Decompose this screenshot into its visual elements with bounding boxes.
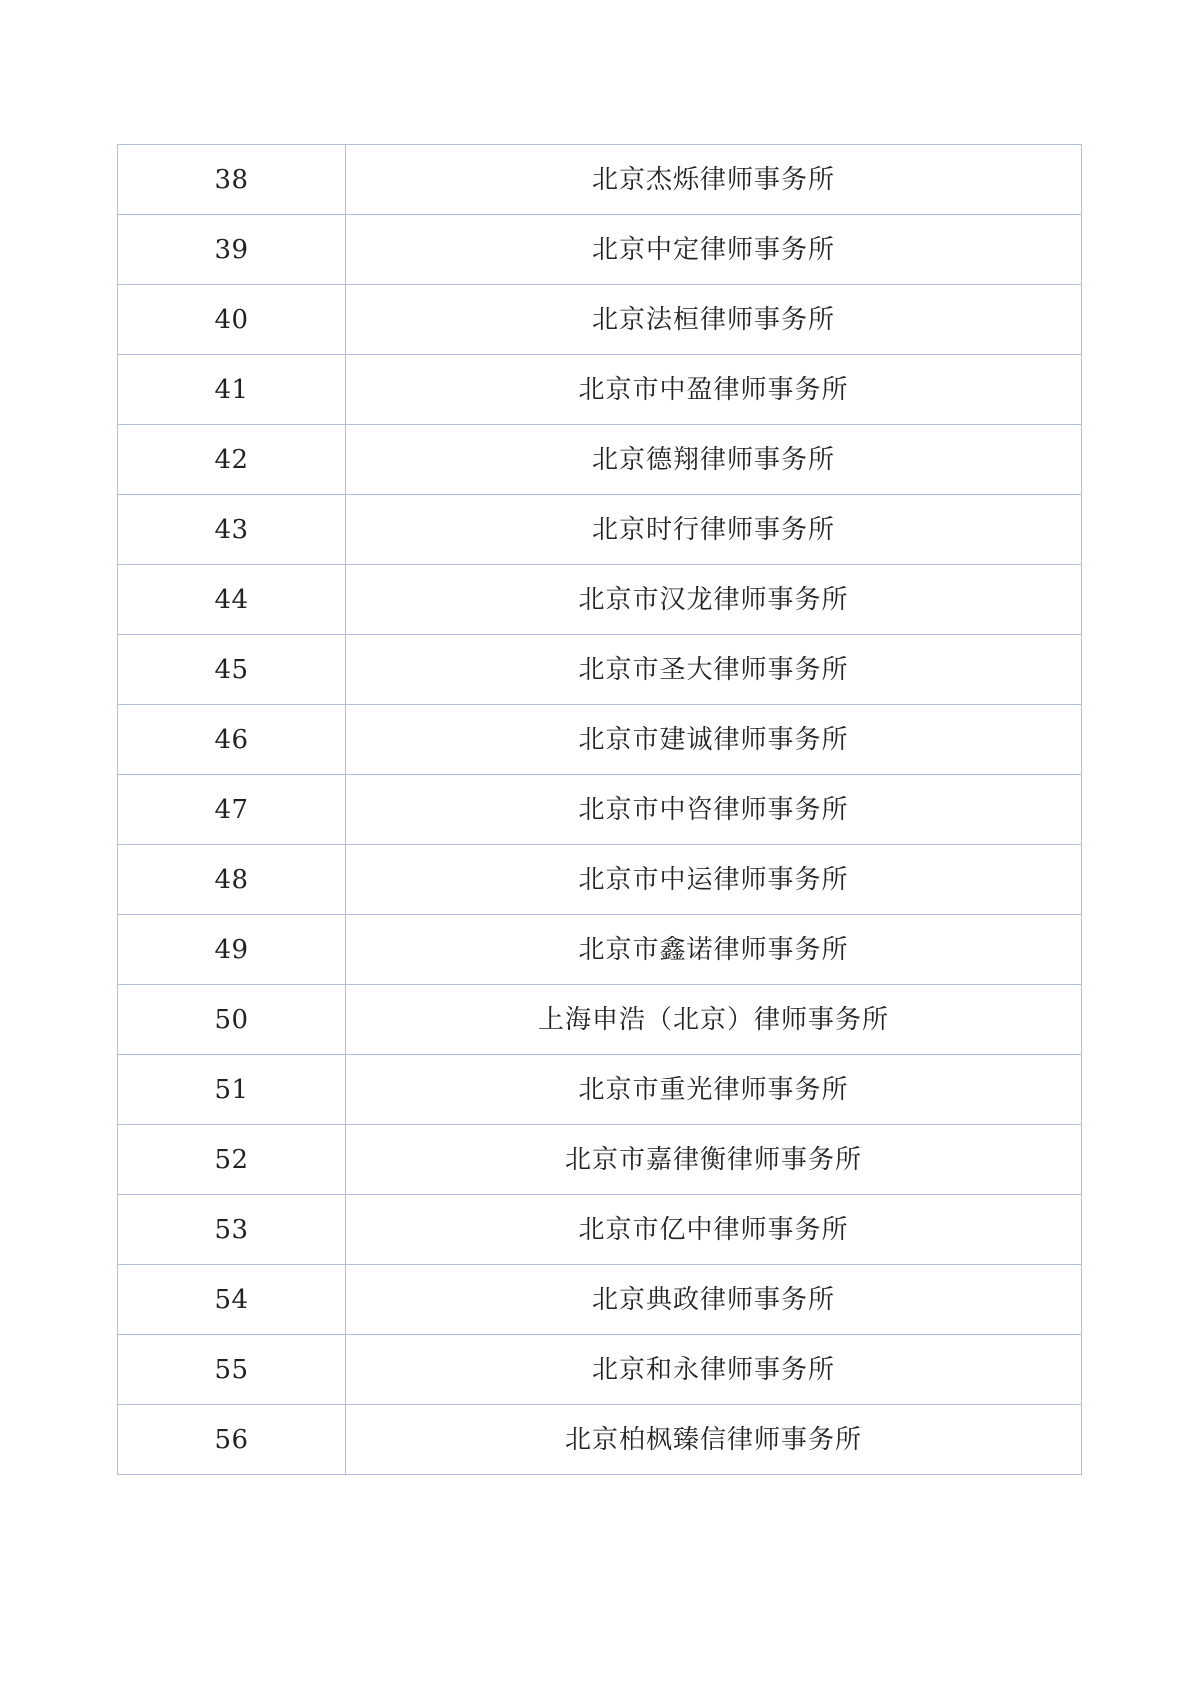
firm-name-cell: 北京市鑫诺律师事务所 xyxy=(346,915,1082,985)
firm-name-cell: 北京市中咨律师事务所 xyxy=(346,775,1082,845)
table-row xyxy=(118,1265,1082,1335)
firm-name-cell: 北京市汉龙律师事务所 xyxy=(346,565,1082,635)
row-number-cell: 52 xyxy=(118,1125,346,1195)
table-row xyxy=(118,355,1082,425)
table-row xyxy=(118,705,1082,775)
table-row xyxy=(118,495,1082,565)
firm-name-cell: 北京市亿中律师事务所 xyxy=(346,1195,1082,1265)
firm-name-cell: 北京时行律师事务所 xyxy=(346,495,1082,565)
firm-name-cell: 北京柏枫臻信律师事务所 xyxy=(346,1405,1082,1475)
row-number-cell: 41 xyxy=(118,355,346,425)
firm-name-cell: 北京典政律师事务所 xyxy=(346,1265,1082,1335)
row-number-cell: 43 xyxy=(118,495,346,565)
row-number-cell: 38 xyxy=(118,145,346,215)
table-body xyxy=(118,145,1082,1475)
table-row xyxy=(118,145,1082,215)
row-number-cell: 47 xyxy=(118,775,346,845)
law-firm-table xyxy=(117,144,1082,1475)
table-row xyxy=(118,1195,1082,1265)
firm-name-cell: 北京市建诚律师事务所 xyxy=(346,705,1082,775)
table-row xyxy=(118,1055,1082,1125)
firm-name-cell: 北京德翔律师事务所 xyxy=(346,425,1082,495)
row-number-cell: 46 xyxy=(118,705,346,775)
row-number-cell: 55 xyxy=(118,1335,346,1405)
table-row xyxy=(118,1335,1082,1405)
table-row xyxy=(118,285,1082,355)
row-number-cell: 50 xyxy=(118,985,346,1055)
row-number-cell: 54 xyxy=(118,1265,346,1335)
row-number-cell: 44 xyxy=(118,565,346,635)
table-row xyxy=(118,775,1082,845)
row-number-cell: 40 xyxy=(118,285,346,355)
row-number-cell: 42 xyxy=(118,425,346,495)
row-number-cell: 39 xyxy=(118,215,346,285)
table-row xyxy=(118,915,1082,985)
firm-name-cell: 北京和永律师事务所 xyxy=(346,1335,1082,1405)
firm-name-cell: 北京中定律师事务所 xyxy=(346,215,1082,285)
firm-name-cell: 北京市中盈律师事务所 xyxy=(346,355,1082,425)
firm-name-cell: 北京市重光律师事务所 xyxy=(346,1055,1082,1125)
firm-name-cell: 北京市嘉律衡律师事务所 xyxy=(346,1125,1082,1195)
firm-name-cell: 上海申浩（北京）律师事务所 xyxy=(346,985,1082,1055)
table-row xyxy=(118,1405,1082,1475)
table-row xyxy=(118,425,1082,495)
firm-name-cell: 北京法桓律师事务所 xyxy=(346,285,1082,355)
table-row xyxy=(118,1125,1082,1195)
table-row xyxy=(118,845,1082,915)
table-row xyxy=(118,565,1082,635)
firm-name-cell: 北京杰烁律师事务所 xyxy=(346,145,1082,215)
row-number-cell: 49 xyxy=(118,915,346,985)
row-number-cell: 48 xyxy=(118,845,346,915)
firm-name-cell: 北京市圣大律师事务所 xyxy=(346,635,1082,705)
firm-name-cell: 北京市中运律师事务所 xyxy=(346,845,1082,915)
table-row xyxy=(118,215,1082,285)
table-row xyxy=(118,985,1082,1055)
table-row xyxy=(118,635,1082,705)
row-number-cell: 53 xyxy=(118,1195,346,1265)
row-number-cell: 45 xyxy=(118,635,346,705)
row-number-cell: 51 xyxy=(118,1055,346,1125)
row-number-cell: 56 xyxy=(118,1405,346,1475)
